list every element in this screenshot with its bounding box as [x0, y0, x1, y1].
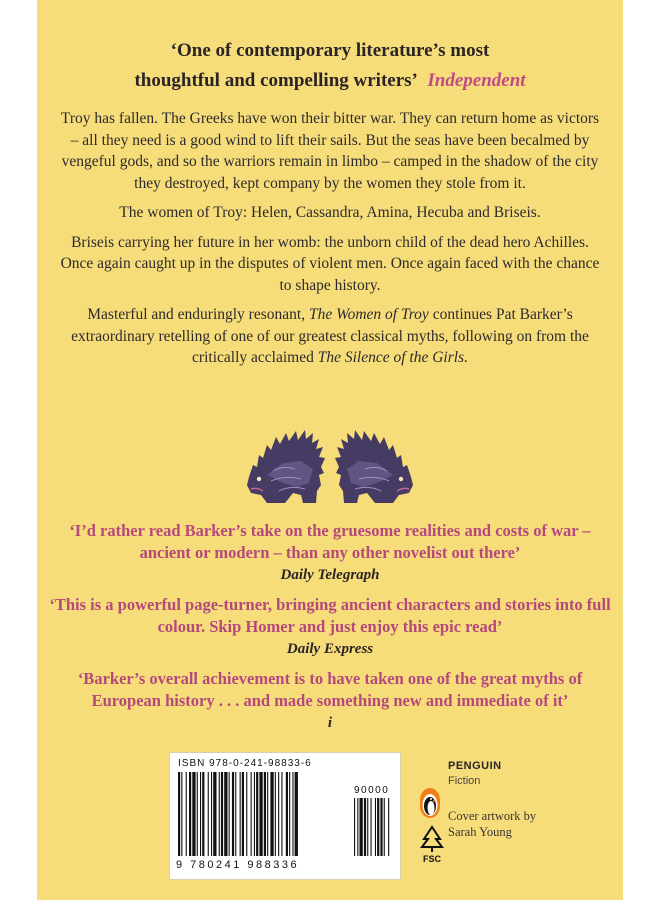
addon-bar [388, 798, 389, 856]
barcode-bar [200, 772, 201, 856]
addon-bar [377, 798, 379, 856]
barcode-bar [213, 772, 216, 856]
barcode-bar [221, 772, 223, 856]
blurb-paragraph-4 [57, 304, 603, 369]
barcode-bar [264, 772, 266, 856]
barcode-bar [240, 772, 241, 856]
barcode-bar [246, 772, 247, 856]
review-quotes [47, 520, 613, 742]
barcode-bar [292, 772, 293, 856]
headline-line-1: ‘One of contemporary literature’s most [170, 40, 490, 61]
blurb-book-title: The Women of Troy [308, 306, 429, 323]
blurb-prior-title: The Silence of the Girls. [317, 349, 468, 366]
isbn-text: ISBN 978-0-241-98833-6 [178, 758, 312, 769]
publisher-name: PENGUIN [448, 760, 502, 772]
addon-bar [367, 798, 368, 856]
addon-bar [357, 798, 358, 856]
blurb [57, 108, 603, 377]
addon-bar [360, 798, 363, 856]
barcode-bar [256, 772, 258, 856]
barcode [169, 752, 401, 880]
barcode-bar [254, 772, 255, 856]
headline-quote [37, 36, 623, 96]
addon-bar [364, 798, 366, 856]
review-3 [47, 668, 613, 734]
review-1 [47, 520, 613, 586]
barcode-bar [270, 772, 273, 856]
addon-bar [375, 798, 376, 856]
genre-label: Fiction [448, 775, 481, 787]
barcode-digits: 9 780241 988336 [176, 859, 300, 871]
barcode-bar [192, 772, 195, 856]
book-back-cover [37, 0, 623, 900]
barcode-bar [186, 772, 187, 856]
barcode-addon: 90000 [354, 785, 390, 796]
fsc-label: FSC [423, 854, 441, 864]
blurb-paragraph-1: Troy has fallen. The Greeks have won their bitter war. They can return home as victors – all they need is a good wind to lift their sails. But the seas have been becalmed by vengeful gods, and so the warriors remain in limbo – camped in the shadow of the city they destroyed, kept company by the women they stole from it. [60, 110, 600, 192]
barcode-bar [197, 772, 198, 856]
blurb-p4-text-b: continues Pat Barker’s extraordinary retelling of one of our greatest classical myths, following on from the critically acclaimed [71, 306, 589, 366]
barcode-bar [286, 772, 288, 856]
barcode-bar [289, 772, 290, 856]
blurb-p4-text-a: Masterful and enduringly resonant, [87, 306, 309, 323]
barcode-bar [278, 772, 279, 856]
review-1-quote: ‘I’d rather read Barker’s take on the gruesome realities and costs of war – ancient or modern – than any other novelist out there’ [69, 521, 591, 562]
review-3-source: i [327, 715, 333, 731]
barcode-bar [235, 772, 236, 856]
barcode-bar [208, 772, 209, 856]
barcode-bar [178, 772, 180, 856]
barcode-bar [181, 772, 182, 856]
addon-bar [354, 798, 355, 856]
barcode-bar [242, 772, 244, 856]
review-2-quote: ‘This is a powerful page-turner, bringing ancient characters and stories into full colour. Skip Homer and just enjoy this epic read’ [49, 595, 611, 636]
barcode-bar [275, 772, 276, 856]
barcode-bar [251, 772, 252, 856]
review-2 [47, 594, 613, 660]
left-horse-eye [257, 477, 261, 481]
barcode-bar [281, 772, 282, 856]
barcode-bar [224, 772, 227, 856]
right-horse-eye [399, 477, 403, 481]
review-2-source: Daily Express [286, 641, 374, 657]
review-1-source: Daily Telegraph [280, 567, 380, 583]
barcode-bar [202, 772, 204, 856]
barcode-bar [232, 772, 234, 856]
barcode-bar [259, 772, 262, 856]
fsc-logo-icon [420, 825, 444, 865]
barcode-bar [189, 772, 191, 856]
headline-source: Independent [427, 70, 526, 91]
headline-line-2: thoughtful and compelling writers’ [134, 70, 418, 91]
cover-credit: Cover artwork by Sarah Young [448, 809, 537, 839]
twin-horse-heads-icon [243, 425, 417, 507]
addon-bar [384, 798, 385, 856]
barcode-bar [219, 772, 220, 856]
barcode-bar [229, 772, 230, 856]
blurb-paragraph-3: Briseis carrying her future in her womb: the unborn child of the dead hero Achilles. Once again caught up in the disputes of violent men. Once again faced with the chance to shape history. [60, 233, 600, 294]
barcode-bar [211, 772, 212, 856]
blurb-paragraph-2: The women of Troy: Helen, Cassandra, Amina, Hecuba and Briseis. [119, 204, 541, 221]
addon-bar [371, 798, 372, 856]
penguin-logo-icon [420, 788, 440, 818]
review-3-quote: ‘Barker’s overall achievement is to have taken one of the great myths of European history . . . and made something new and immediate of it’ [77, 669, 583, 710]
addon-bar [380, 798, 382, 856]
barcode-bar [267, 772, 268, 856]
barcode-bar [295, 772, 298, 856]
